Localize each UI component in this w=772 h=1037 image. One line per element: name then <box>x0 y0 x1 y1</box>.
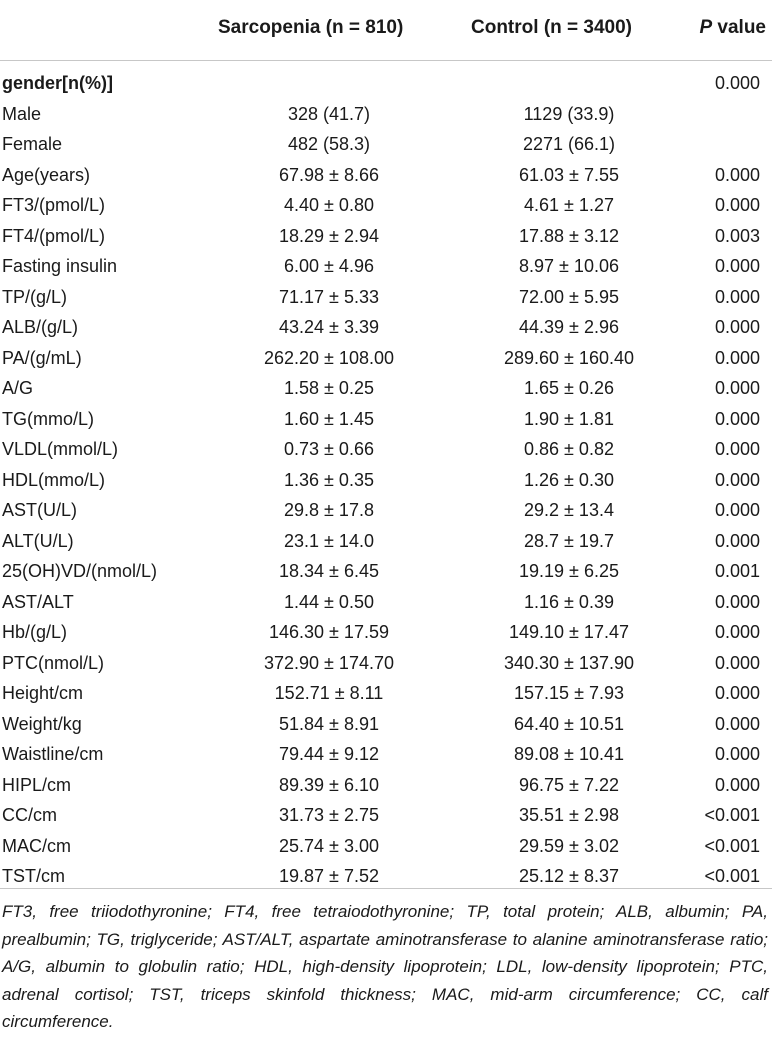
row-label: Age(years) <box>2 164 91 185</box>
row-label: CC/cm <box>2 805 57 825</box>
cell-control: 4.61 ± 1.27 <box>524 195 614 215</box>
table-row <box>0 282 772 313</box>
table-row <box>0 373 772 404</box>
cell-p-value: 0.000 <box>714 622 760 642</box>
cell-sarcopenia: 18.29 ± 2.94 <box>279 225 379 246</box>
cell-p-value: 0.000 <box>714 164 760 185</box>
cell-sarcopenia: 4.40 ± 0.80 <box>284 195 374 215</box>
row-label: FT4/(pmol/L) <box>2 225 106 246</box>
cell-control: 2271 (66.1) <box>522 134 616 154</box>
row-label: TP/(g/L) <box>2 286 68 307</box>
cell-p-value: 0.000 <box>714 500 760 520</box>
cell-sarcopenia: 23.1 ± 14.0 <box>284 530 374 551</box>
table-row <box>0 617 772 648</box>
row-label: AST(U/L) <box>2 500 78 520</box>
table-row <box>0 556 772 587</box>
cell-control: 44.39 ± 2.96 <box>519 317 619 337</box>
row-label: MAC/cm <box>2 835 71 856</box>
row-label: TG(mmo/L) <box>2 408 94 429</box>
cell-control: 29.59 ± 3.02 <box>519 835 619 856</box>
table-row <box>0 770 772 801</box>
cell-p-value: 0.000 <box>714 439 760 459</box>
cell-control: 289.60 ± 160.40 <box>504 347 634 368</box>
cell-sarcopenia: 43.24 ± 3.39 <box>279 317 379 337</box>
cell-p-value: 0.000 <box>714 347 760 368</box>
cell-sarcopenia: 89.39 ± 6.10 <box>279 774 379 795</box>
cell-control: 17.88 ± 3.12 <box>519 225 619 246</box>
cell-sarcopenia: 0.73 ± 0.66 <box>284 439 374 459</box>
cell-control: 64.40 ± 10.51 <box>514 713 624 734</box>
row-label: HIPL/cm <box>2 774 72 795</box>
cell-p-value: 0.003 <box>714 225 760 246</box>
table-row <box>0 739 772 770</box>
cell-p-value: 0.000 <box>714 378 760 398</box>
cell-p-value: 0.000 <box>714 774 760 795</box>
cell-p-value: 0.000 <box>714 195 760 215</box>
cell-p-value: <0.001 <box>704 805 760 825</box>
table-row <box>0 251 772 282</box>
cell-control: 19.19 ± 6.25 <box>519 561 619 581</box>
cell-p-value: 0.000 <box>714 408 760 429</box>
cell-sarcopenia: 19.87 ± 7.52 <box>279 866 379 886</box>
table-row <box>0 709 772 740</box>
cell-p-value: 0.000 <box>714 713 760 734</box>
table-row <box>0 678 772 709</box>
cell-p-value: 0.000 <box>714 744 760 764</box>
cell-p-value: 0.000 <box>714 256 760 276</box>
cell-control: 8.97 ± 10.06 <box>519 256 619 276</box>
row-label: gender[n(%)] <box>2 73 113 93</box>
row-label: AST/ALT <box>2 591 74 612</box>
cell-control: 29.2 ± 13.4 <box>524 500 614 520</box>
cell-sarcopenia: 25.74 ± 3.00 <box>279 835 379 856</box>
row-label: ALT(U/L) <box>2 530 74 551</box>
table-row <box>0 648 772 679</box>
cell-p-value: 0.000 <box>714 73 760 93</box>
row-label: Weight/kg <box>2 713 82 734</box>
row-label: ALB/(g/L) <box>2 317 79 337</box>
cell-control: 1129 (33.9) <box>523 103 615 124</box>
cell-sarcopenia: 1.58 ± 0.25 <box>284 378 374 398</box>
cell-control: 35.51 ± 2.98 <box>519 805 619 825</box>
cell-sarcopenia: 67.98 ± 8.66 <box>279 164 379 185</box>
cell-control: 89.08 ± 10.41 <box>514 744 624 764</box>
table-row <box>0 831 772 862</box>
cell-sarcopenia: 79.44 ± 9.12 <box>279 744 379 764</box>
table-row <box>0 800 772 831</box>
table-row <box>0 68 772 99</box>
table-row <box>0 190 772 221</box>
cell-sarcopenia: 152.71 ± 8.11 <box>274 683 384 703</box>
cell-sarcopenia: 1.60 ± 1.45 <box>284 408 374 429</box>
table-row <box>0 434 772 465</box>
row-label: HDL(mmo/L) <box>2 469 106 490</box>
table-row <box>0 587 772 618</box>
cell-control: 340.30 ± 137.90 <box>504 652 634 673</box>
cell-sarcopenia: 1.36 ± 0.35 <box>284 469 374 490</box>
row-label: Height/cm <box>2 683 84 703</box>
row-label: Waistline/cm <box>2 744 104 764</box>
table-header-row <box>0 0 772 61</box>
cell-p-value: <0.001 <box>704 835 760 856</box>
table-row <box>0 465 772 496</box>
row-label: Female <box>2 134 63 154</box>
cell-p-value: 0.000 <box>714 317 760 337</box>
cell-control: 149.10 ± 17.47 <box>509 622 629 642</box>
cell-sarcopenia: 262.20 ± 108.00 <box>264 347 394 368</box>
cell-p-value: 0.000 <box>714 469 760 490</box>
row-label: A/G <box>2 378 34 398</box>
table-row <box>0 404 772 435</box>
cell-control: 1.90 ± 1.81 <box>524 408 614 429</box>
row-label: Male <box>2 103 42 124</box>
cell-sarcopenia: 71.17 ± 5.33 <box>279 286 379 307</box>
row-label: FT3/(pmol/L) <box>2 195 106 215</box>
row-label: VLDL(mmol/L) <box>2 439 119 459</box>
cell-control: 1.65 ± 0.26 <box>524 378 614 398</box>
cell-control: 25.12 ± 8.37 <box>519 866 619 886</box>
cell-p-value: 0.000 <box>714 683 760 703</box>
table-row <box>0 99 772 130</box>
table-row <box>0 221 772 252</box>
table-row <box>0 495 772 526</box>
cell-control: 96.75 ± 7.22 <box>519 774 619 795</box>
table-footnote: FT3, free triiodothyronine; FT4, free tetraiodothyronine; TP, total protein; ALB, albumin; PA, prealbumin; TG, triglyceride; AST/ALT, aspartate aminotransferase to alanine aminotransferase ratio; A/G, albumin to globulin ratio; HDL, high-density lipoprotein; LDL, low-density lipoprotein; PTC, adrenal cortisol; TST, triceps skinfold thickness; MAC, mid-arm circumference; CC, calf circumference. <box>2 902 768 1031</box>
cell-control: 1.16 ± 0.39 <box>524 591 614 612</box>
cell-control: 157.15 ± 7.93 <box>514 683 624 703</box>
cell-control: 61.03 ± 7.55 <box>519 164 619 185</box>
cell-sarcopenia: 6.00 ± 4.96 <box>284 256 374 276</box>
row-label: TST/cm <box>2 866 65 886</box>
cell-p-value: 0.000 <box>714 591 760 612</box>
cell-control: 0.86 ± 0.82 <box>524 439 614 459</box>
table-bottom-rule <box>0 888 772 889</box>
cell-p-value: <0.001 <box>704 866 760 886</box>
cell-p-value: 0.000 <box>714 286 760 307</box>
header-p-letter: P <box>699 17 713 38</box>
cell-control: 28.7 ± 19.7 <box>524 530 614 551</box>
table-row <box>0 526 772 557</box>
cell-control: 1.26 ± 0.30 <box>524 469 614 490</box>
cell-p-value: 0.001 <box>714 561 760 581</box>
table-row <box>0 861 772 892</box>
row-label: PA/(g/mL) <box>2 347 82 368</box>
cell-control: 72.00 ± 5.95 <box>519 286 619 307</box>
cell-p-value: 0.000 <box>714 530 760 551</box>
cell-sarcopenia: 51.84 ± 8.91 <box>279 713 379 734</box>
row-label: 25(OH)VD/(nmol/L) <box>2 561 158 581</box>
cell-sarcopenia: 31.73 ± 2.75 <box>279 805 379 825</box>
header-p-suffix: value <box>712 17 766 38</box>
cell-sarcopenia: 146.30 ± 17.59 <box>269 622 389 642</box>
header-control: Control (n = 3400) <box>471 17 632 38</box>
cell-sarcopenia: 372.90 ± 174.70 <box>264 652 394 673</box>
cell-sarcopenia: 1.44 ± 0.50 <box>284 591 374 612</box>
table-row <box>0 312 772 343</box>
row-label: Hb/(g/L) <box>2 622 68 642</box>
cell-sarcopenia: 328 (41.7) <box>287 103 371 124</box>
table-row <box>0 343 772 374</box>
cell-sarcopenia: 18.34 ± 6.45 <box>279 561 379 581</box>
cell-sarcopenia: 482 (58.3) <box>287 134 371 154</box>
cell-sarcopenia: 29.8 ± 17.8 <box>284 500 374 520</box>
row-label: Fasting insulin <box>2 256 118 276</box>
table-row <box>0 160 772 191</box>
table-row <box>0 129 772 160</box>
cell-p-value: 0.000 <box>714 652 760 673</box>
header-p-value <box>699 17 766 39</box>
table-body <box>0 68 772 892</box>
header-sarcopenia: Sarcopenia (n = 810) <box>218 17 404 38</box>
row-label: PTC(nmol/L) <box>2 652 105 673</box>
